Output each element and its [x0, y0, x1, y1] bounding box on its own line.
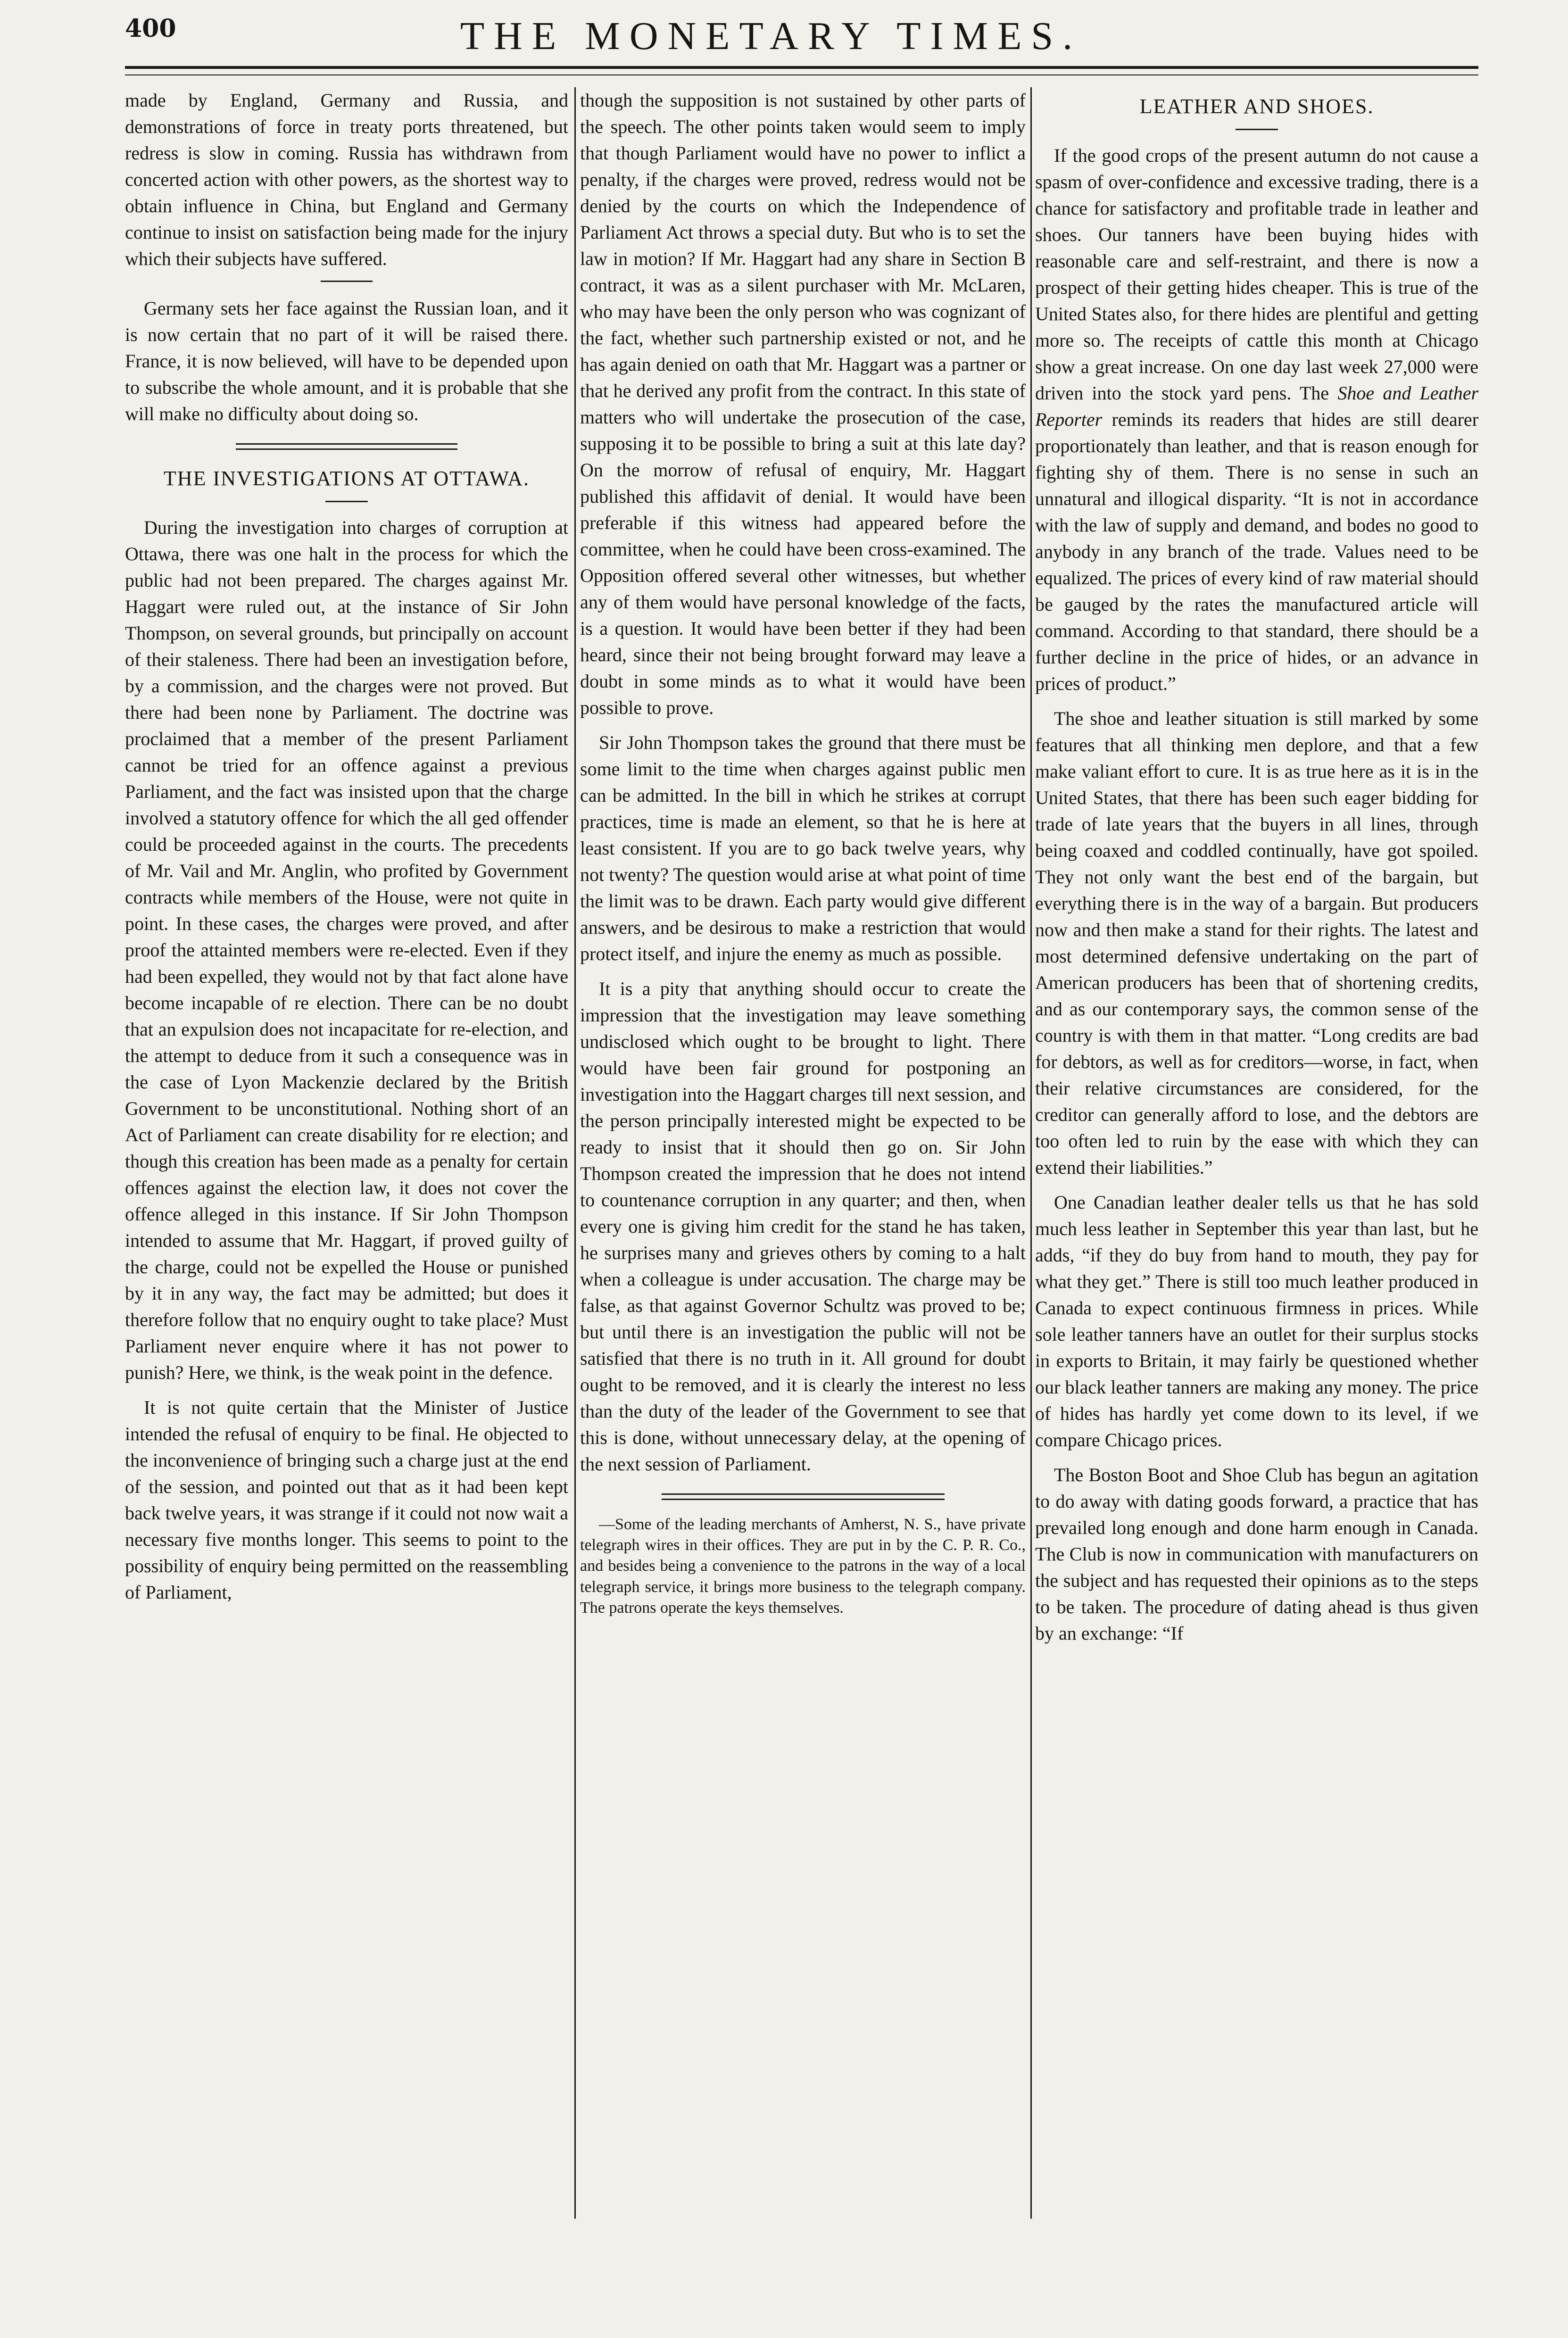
column-3 — [1035, 87, 1478, 2304]
col2-paragraph-3: It is a pity that anything should occur to create the impression that the investigation may leave something undisclosed which ought to be brought to light. There would have been fair ground for postponing an investigation into the Haggart charges till next session, and the person principally interested might be expected to be ready to insist that it should then go on. Sir John Thompson created the impression that he does not intend to countenance corruption in any quarter; and then, when every one is giving him credit for the stand he has taken, he surprises many and grieves others by coming to a halt when a colleague is under accusation. The charge may be false, as that against Governor Schultz was proved to be; but until there is an investigation the public will not be satisfied that there is no truth in it. All ground for doubt ought to be removed, and it is clearly the interest no less than the duty of the leader of the Government to see that this is done, without unnecessary delay, at the opening of the next session of Parliament. — [580, 978, 1026, 1475]
col1-paragraph-4: It is not quite certain that the Minister of Justice intended the refusal of enquiry to be final. He objected to the inconvenience of bringing such a charge just at the end of the session, and pointed out that as it had been kept back twelve years, it was strange if it could not now wait a necessary five months longer. This seems to point to the possibility of enquiry being permitted on the reassembling of Parliament, — [125, 1396, 568, 1603]
column-divider-2 — [1030, 87, 1032, 2219]
column-divider-1 — [574, 87, 576, 2219]
heading-dash — [1236, 129, 1278, 130]
col2-paragraph-1: though the supposition is not sustained by other parts of the speech. The other points taken would seem to imply that though Parliament would have no power to inflict a penalty, if the charges were proved, redress would not be denied by the courts on which the Independence of Parliament Act throws a special duty. But who is to set the law in motion? If Mr. Haggart had any share in Section B contract, it was as a silent purchaser with Mr. McLaren, who may have been the only person who was cognizant of the fact, whether such partnership existed or not, and he has again denied on oath that Mr. Haggart was a partner or that he derived any profit from the contract. In this state of matters who will undertake the prosecution of the case, supposing it to be possible to bring a suit at this late day? On the morrow of refusal of enquiry, Mr. Haggart published this affidavit of denial. It would have been preferable if this witness had appeared before the committee, when he could have been cross-examined. The Opposition offered several other witnesses, but whether any of them would have personal knowledge of the facts, is a question. It would have been better if they had been heard, since their not being brought forward may leave a doubt in some minds as to what it would have been possible to prove. — [580, 90, 1026, 718]
col3-paragraph-4: The Boston Boot and Shoe Club has begun an agitation to do away with dating goods forward, a practice that has prevailed long enough and done harm enough in Canada. The Club is now in communication with manufacturers on the subject and has requested their opinions as to the steps to be taken. The procedure of dating ahead is thus given by an exchange: “If — [1035, 1464, 1478, 1644]
masthead-title: THE MONETARY TIMES. — [460, 14, 1082, 58]
col2-paragraph-2: Sir John Thompson takes the ground that there must be some limit to the time when charges against public men can be admitted. In the bill in which he strikes at corrupt practices, time is made an element, so that he is here at least consistent. If you are to go back twelve years, why not twenty? The question would arise at what point of time the limit was to be drawn. Each party would give different answers, and be desirous to make a restriction that would protect itself, and injure the enemy as much as possible. — [580, 732, 1026, 964]
telegraph-note — [580, 1514, 1026, 1618]
article-heading-investigations: THE INVESTIGATIONS AT OTTAWA. — [163, 467, 530, 490]
short-separator — [321, 281, 373, 282]
column-1 — [125, 87, 568, 2304]
col1-paragraph-3: During the investigation into charges of corruption at Ottawa, there was one halt in the process for which the public had not been prepared. The charges against Mr. Haggart were ruled out, at the instance of Sir John Thompson, on several grounds, but principally on account of their staleness. There had been an investigation before, by a commission, and the charges were not proved. But there had been none by Parliament. The doctrine was proclaimed that a member of the present Parliament cannot be tried for an offence against a previous Parliament, and the fact was insisted upon that the charge involved a statutory offence for which the all ged offender could be proceeded against in the courts. The precedents of Mr. Vail and Mr. Anglin, who profited by Government contracts while members of the House, were not quite in point. In these cases, the charges were proved, and after proof the attainted members were re-elected. Even if they had been expelled, they would not by that fact alone have become incapable of re election. There can be no doubt that an expulsion does not incapacitate for re-election, and the attempt to deduce from it such a consequence was in the case of Lyon Mackenzie declared by the British Government to be unconstitutional. Nothing short of an Act of Parliament can create disability for re election; and though this creation has been made as a penalty for certain offences against the election law, it does not cover the offence alleged in this instance. If Sir John Thompson intended to assume that Mr. Haggart, if proved guilty of the charge, could not be expelled the House or punished by it in any way, the fact may be admitted; but does it therefore follow that no enquiry ought to take place? Must Parliament never enquire where it has not power to punish? Here, we think, is the weak point in the defence. — [125, 516, 568, 1383]
col1-paragraph-1: made by England, Germany and Russia, and demonstrations of force in treaty ports threatened, but redress is slow in coming. Russia has withdrawn from concerted action with other powers, as the shortest way to obtain influence in China, but England and Germany continue to insist on satisfaction being made for the injury which their subjects have suffered. — [125, 90, 568, 269]
col3-paragraph-1 — [1035, 142, 1478, 697]
publication-name: Shoe and Leather Reporter — [1035, 382, 1478, 430]
masthead-rule-thick — [125, 66, 1478, 69]
page-number: 400 — [125, 14, 176, 43]
col3-p1-part-b: reminds its readers that hides are still dearer proportionately than leather, and that is reason enough for fighting shy of them. There is no sense in such an unnatural and illogical disparity. “It is not in accordance with the law of supply and demand, and bodes no good to anybody in any branch of the trade. Values need to be equalized. The prices of every kind of raw material should be gauged by the rates the manufactured article will command. According to that standard, there should be a further decline in the price of hides, or an advance in prices of product.” — [1035, 408, 1478, 694]
article-heading-leather: LEATHER AND SHOES. — [1139, 95, 1374, 118]
heading-dash — [325, 501, 368, 502]
telegraph-note-text: —Some of the leading merchants of Amherst, N. S., have private telegraph wires in their offices. They are put in by the C. P. R. Co., and besides being a convenience to the patrons in the way of a local telegraph service, it brings more business to the telegraph company. The patrons operate the keys themselves. — [580, 1516, 1026, 1617]
double-rule-separator — [662, 1493, 945, 1500]
col3-paragraph-2: The shoe and leather situation is still marked by some features that all thinking men deplore, and that a few make valiant effort to cure. It is as true here as it is in the United States, that there has been such eager bidding for trade of late years that the buyers in all lines, through being coaxed and coddled continually, have got spoiled. They not only want the best end of the bargain, but everything there is in the way of a bargain. But producers now and then make a stand for their rights. The latest and most determined defensive undertaking on the part of American producers has been that of shortening credits, and as our contemporary says, the common sense of the country is with them in that matter. “Long credits are bad for debtors, as well as for creditors—worse, in fact, when their relative circumstances are considered, for the creditor can generally afford to lose, and the debtors are too often led to ruin by the ease with which they can extend their liabilities.” — [1035, 707, 1478, 1178]
col1-paragraph-2: Germany sets her face against the Russian loan, and it is now certain that no part of it will be raised there. France, it is now believed, will have to be depended upon to subscribe the whole amount, and it is probable that she will make no difficulty about doing so. — [125, 298, 568, 424]
col3-paragraph-3: One Canadian leather dealer tells us that he has sold much less leather in September this year than last, but he adds, “if they do buy from hand to mouth, they pay for what they get.” There is still too much leather produced in Canada to expect continuous firmness in prices. While sole leather tanners have an outlet for their surplus stocks in exports to Britain, it may fairly be questioned whether our black leather tanners are making any money. The price of hides has hardly yet come down to its level, if we compare Chicago prices. — [1035, 1191, 1478, 1451]
column-2 — [580, 87, 1026, 2304]
col3-p1-part-a: If the good crops of the present autumn do not cause a spasm of over-confidence and excessive trading, there is a chance for satisfactory and profitable trade in leather and shoes. Our tanners have been buying hides with reasonable care and self-restraint, and there is now a prospect of their getting hides cheaper. This is true of the United States also, for there hides are plentiful and getting more so. The receipts of cattle this month at Chicago show a great increase. On one day last week 27,000 were driven into the stock yard pens. The — [1035, 144, 1478, 404]
double-rule-separator — [236, 443, 457, 450]
